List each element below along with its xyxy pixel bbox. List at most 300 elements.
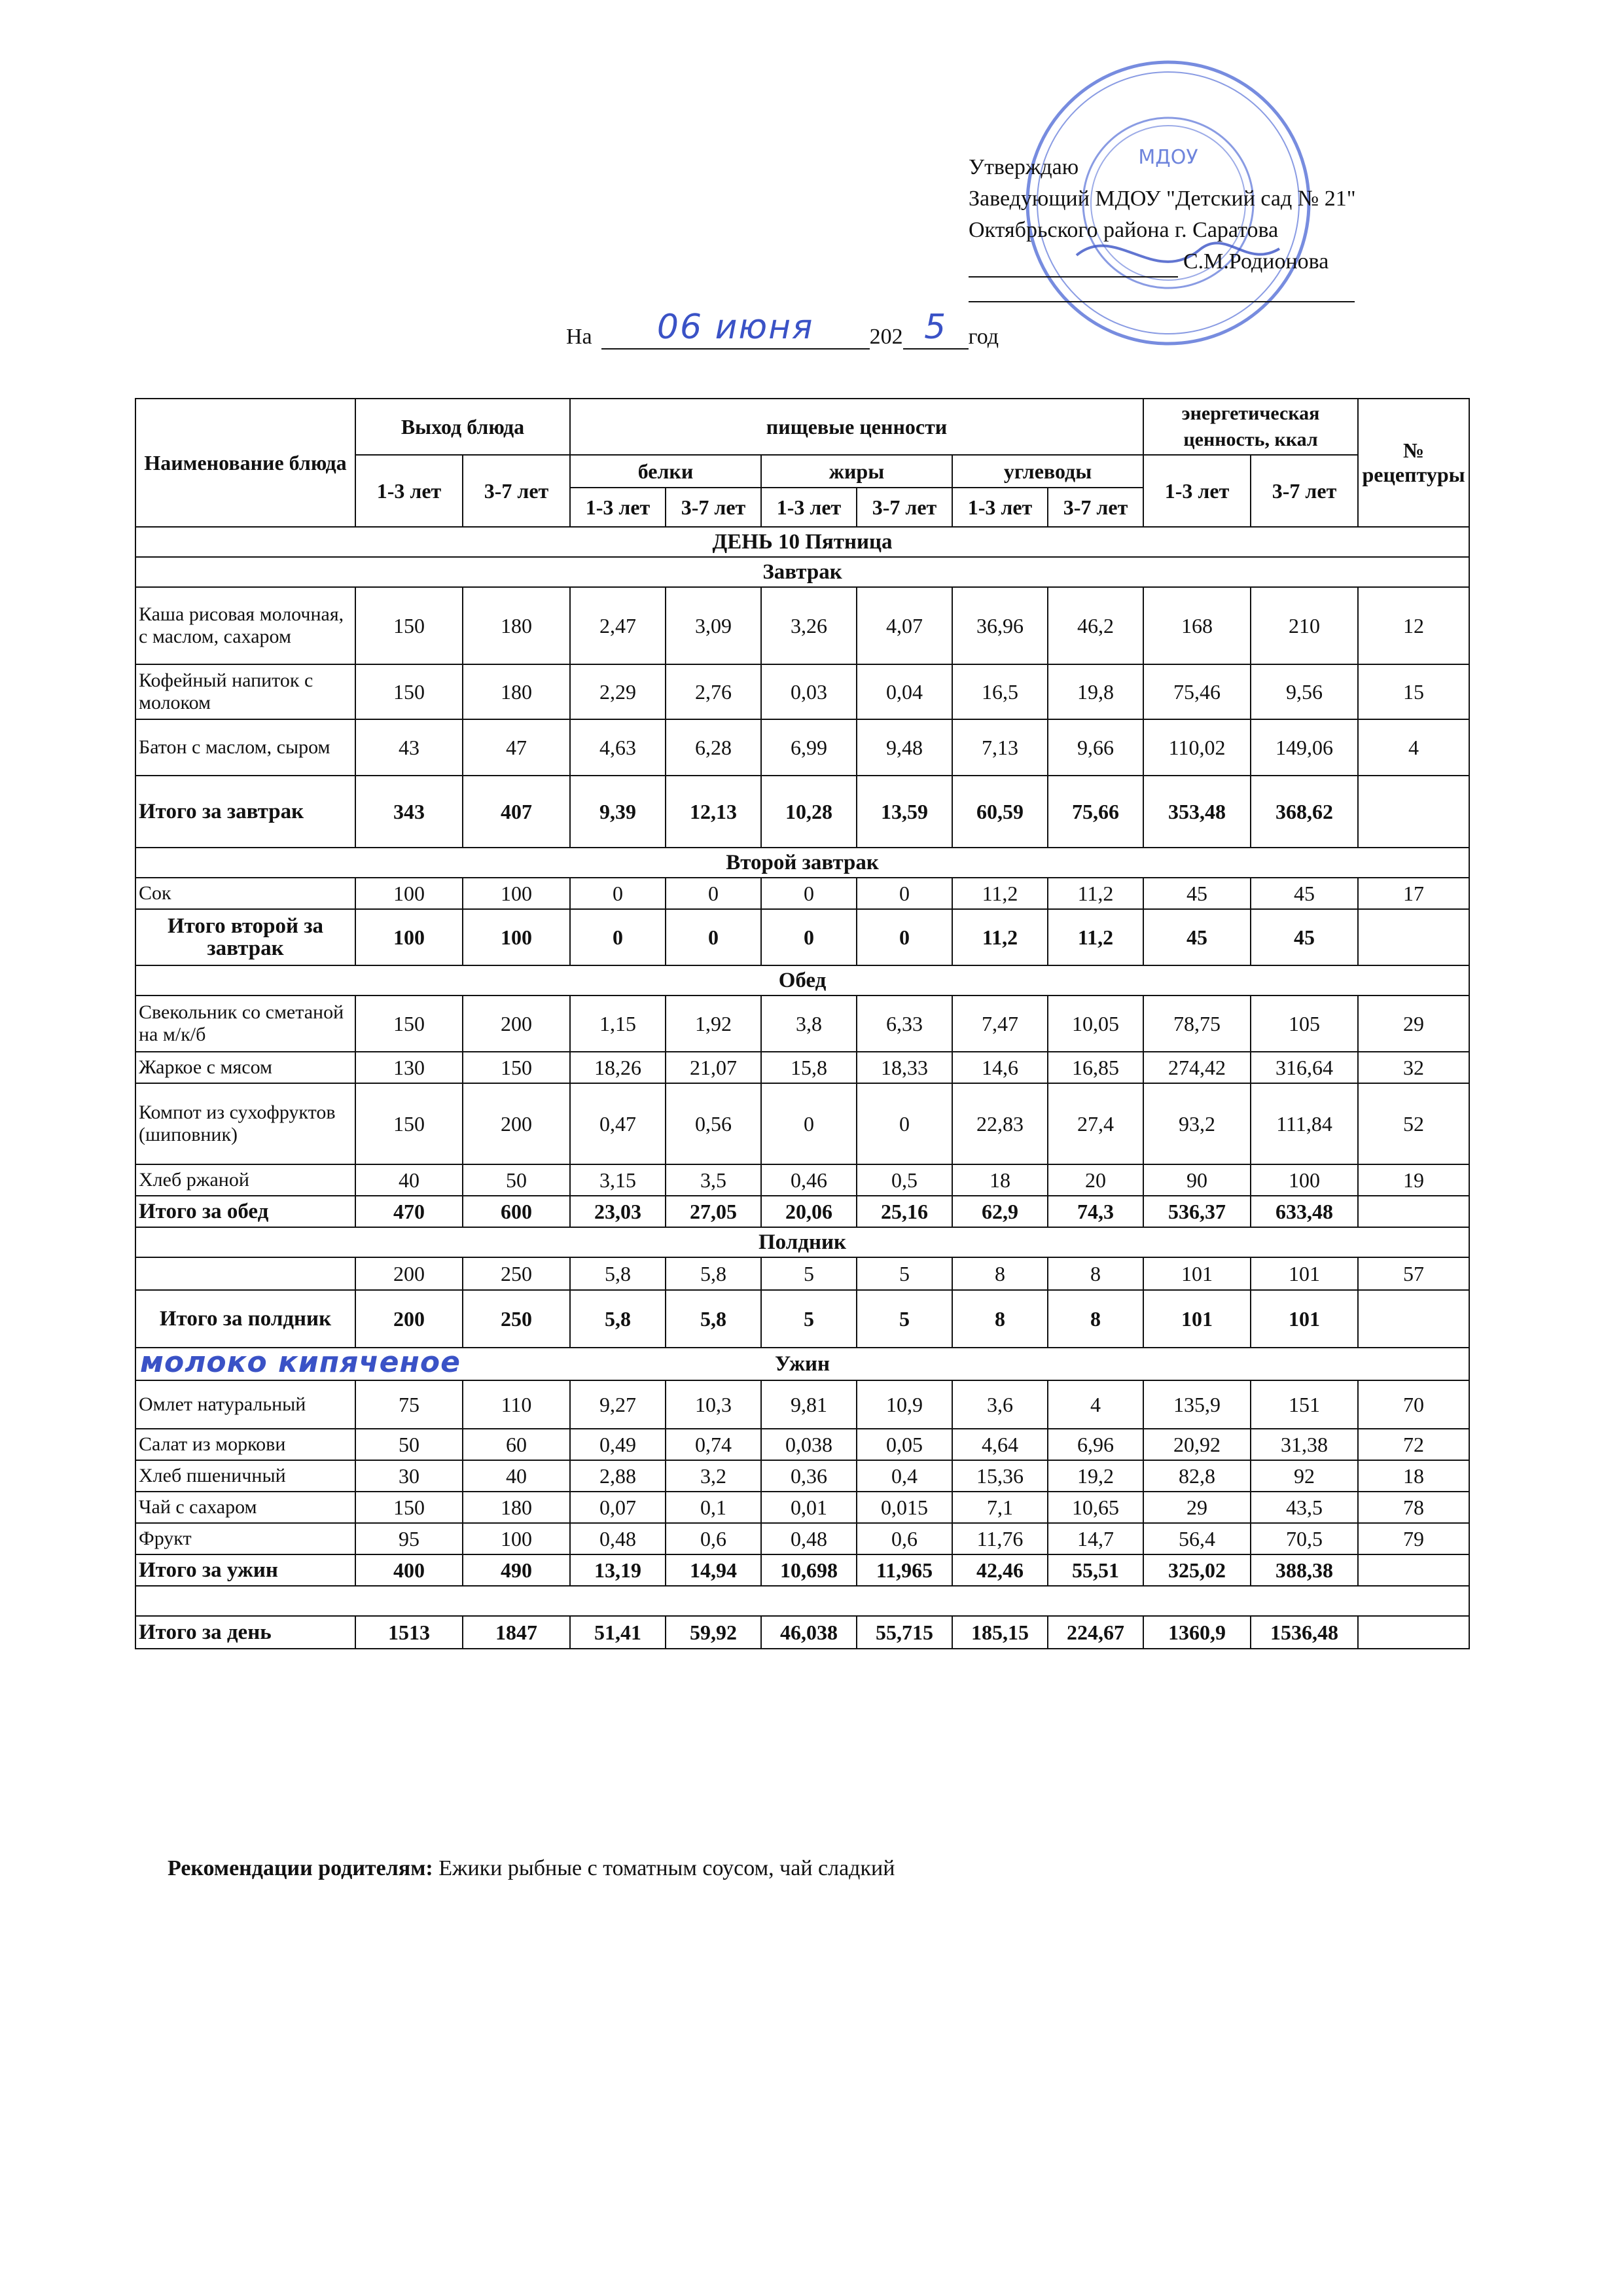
cell-carbs-age2: 19,2 (1048, 1460, 1143, 1492)
cell-fats-age1: 0,038 (761, 1429, 857, 1460)
signature-blank (969, 250, 1178, 278)
cell-dish-name: Жаркое с мясом (135, 1052, 355, 1083)
cell-energy-age1: 45 (1143, 878, 1251, 909)
cell-energy-age1: 135,9 (1143, 1380, 1251, 1429)
cell-proteins-age1: 4,63 (570, 719, 666, 776)
cell-fats-age2: 5 (857, 1290, 952, 1348)
cell-fats-age2: 4,07 (857, 587, 952, 664)
cell-proteins-age2: 0,74 (666, 1429, 761, 1460)
cell-carbs-age2: 11,2 (1048, 909, 1143, 965)
cell-energy-age1: 110,02 (1143, 719, 1251, 776)
cell-recipe-number: 17 (1358, 878, 1469, 909)
cell-dish-name: Сок (135, 878, 355, 909)
cell-proteins-age1: 3,15 (570, 1164, 666, 1196)
cell-energy-age2: 70,5 (1251, 1523, 1358, 1554)
cell-proteins-age2: 6,28 (666, 719, 761, 776)
cell-output-age1: 100 (355, 878, 463, 909)
cell-fats-age2: 0,5 (857, 1164, 952, 1196)
cell-dish-name: Фрукт (135, 1523, 355, 1554)
approval-title: Утверждаю (969, 155, 1079, 179)
col-header-output: Выход блюда (355, 399, 570, 455)
cell-energy-age1: 325,02 (1143, 1554, 1251, 1586)
cell-energy-age1: 353,48 (1143, 776, 1251, 848)
cell-recipe-number: 4 (1358, 719, 1469, 776)
cell-output-age2: 490 (463, 1554, 570, 1586)
cell-dish-name: Хлеб пшеничный (135, 1460, 355, 1492)
cell-carbs-age2: 9,66 (1048, 719, 1143, 776)
cell-output-age1: 100 (355, 909, 463, 965)
cell-carbs-age1: 11,76 (952, 1523, 1048, 1554)
cell-fats-age1: 0,01 (761, 1492, 857, 1523)
cell-carbs-age1: 7,1 (952, 1492, 1048, 1523)
cell-fats-age1: 0 (761, 878, 857, 909)
cell-output-age1: 130 (355, 1052, 463, 1083)
cell-energy-age2: 31,38 (1251, 1429, 1358, 1460)
cell-fats-age2: 13,59 (857, 776, 952, 848)
cell-output-age2: 407 (463, 776, 570, 848)
cell-output-age2: 250 (463, 1290, 570, 1348)
cell-output-age1: 95 (355, 1523, 463, 1554)
cell-output-age2: 250 (463, 1257, 570, 1290)
cell-energy-age1: 90 (1143, 1164, 1251, 1196)
table-row (135, 1052, 1469, 1083)
cell-carbs-age2: 10,05 (1048, 996, 1143, 1052)
table-row (135, 587, 1469, 664)
cell-energy-age2: 368,62 (1251, 776, 1358, 848)
cell-recipe-number: 52 (1358, 1083, 1469, 1164)
cell-carbs-age1: 11,2 (952, 878, 1048, 909)
cell-proteins-age1: 9,27 (570, 1380, 666, 1429)
cell-carbs-age1: 3,6 (952, 1380, 1048, 1429)
cell-carbs-age2: 75,66 (1048, 776, 1143, 848)
cell-output-age2: 180 (463, 587, 570, 664)
cell-output-age1: 75 (355, 1380, 463, 1429)
cell-energy-age1: 78,75 (1143, 996, 1251, 1052)
cell-recipe-number (1358, 1554, 1469, 1586)
cell-energy-age1: 29 (1143, 1492, 1251, 1523)
cell-dish-name: Омлет натуральный (135, 1380, 355, 1429)
cell-output-age2: 60 (463, 1429, 570, 1460)
cell-carbs-age2: 74,3 (1048, 1196, 1143, 1227)
cell-proteins-age2: 0 (666, 909, 761, 965)
cell-dish-name (135, 1257, 355, 1290)
cell-carbs-age2: 19,8 (1048, 664, 1143, 719)
cell-proteins-age1: 9,39 (570, 776, 666, 848)
cell-output-age1: 200 (355, 1257, 463, 1290)
cell-carbs-age1: 16,5 (952, 664, 1048, 719)
cell-recipe-number: 12 (1358, 587, 1469, 664)
cell-proteins-age1: 1,15 (570, 996, 666, 1052)
cell-output-age1: 200 (355, 1290, 463, 1348)
cell-carbs-age2: 14,7 (1048, 1523, 1143, 1554)
table-spacer-row (135, 1586, 1469, 1616)
table-row-total (135, 1196, 1469, 1227)
cell-proteins-age2: 5,8 (666, 1257, 761, 1290)
cell-output-age1: 30 (355, 1460, 463, 1492)
cell-output-age2: 100 (463, 909, 570, 965)
cell-energy-age1: 75,46 (1143, 664, 1251, 719)
cell-energy-age2: 9,56 (1251, 664, 1358, 719)
approval-underline (969, 278, 1355, 302)
cell-proteins-age1: 5,8 (570, 1290, 666, 1348)
table-row (135, 878, 1469, 909)
cell-energy-age2: 45 (1251, 909, 1358, 965)
col-header-energy-age1: 1-3 лет (1143, 455, 1251, 527)
cell-dish-name: Кофейный напиток с молоком (135, 664, 355, 719)
cell-recipe-number: 72 (1358, 1429, 1469, 1460)
cell-fats-age2: 55,715 (857, 1616, 952, 1649)
signature-name: С.М.Родионова (1183, 249, 1329, 274)
cell-fats-age2: 18,33 (857, 1052, 952, 1083)
cell-proteins-age2: 0,56 (666, 1083, 761, 1164)
cell-output-age2: 100 (463, 878, 570, 909)
cell-dish-name: Батон с маслом, сыром (135, 719, 355, 776)
col-header-carbs-age1: 1-3 лет (952, 488, 1048, 527)
cell-carbs-age2: 55,51 (1048, 1554, 1143, 1586)
cell-output-age2: 150 (463, 1052, 570, 1083)
cell-carbs-age2: 27,4 (1048, 1083, 1143, 1164)
cell-output-age2: 200 (463, 1083, 570, 1164)
cell-proteins-age1: 0,07 (570, 1492, 666, 1523)
cell-recipe-number (1358, 776, 1469, 848)
table-row-total (135, 776, 1469, 848)
cell-dish-name: Компот из сухофруктов (шиповник) (135, 1083, 355, 1164)
cell-fats-age1: 0,46 (761, 1164, 857, 1196)
cell-energy-age2: 105 (1251, 996, 1358, 1052)
table-row (135, 996, 1469, 1052)
menu-date (566, 308, 999, 350)
col-header-energy: энергетическая ценность, ккал (1143, 399, 1358, 455)
approval-position: Заведующий МДОУ "Детский сад № 21" (969, 187, 1356, 211)
col-header-proteins-age1: 1-3 лет (570, 488, 666, 527)
cell-fats-age1: 0 (761, 909, 857, 965)
cell-dish-name: Итого за день (135, 1616, 355, 1649)
cell-proteins-age1: 18,26 (570, 1052, 666, 1083)
cell-fats-age1: 5 (761, 1290, 857, 1348)
cell-proteins-age2: 1,92 (666, 996, 761, 1052)
cell-fats-age1: 0,03 (761, 664, 857, 719)
cell-fats-age2: 0 (857, 1083, 952, 1164)
cell-energy-age1: 168 (1143, 587, 1251, 664)
cell-fats-age1: 3,8 (761, 996, 857, 1052)
col-header-fats-age1: 1-3 лет (761, 488, 857, 527)
cell-output-age2: 50 (463, 1164, 570, 1196)
cell-recipe-number: 79 (1358, 1523, 1469, 1554)
cell-recipe-number: 57 (1358, 1257, 1469, 1290)
date-year-prefix: 202 (869, 325, 903, 349)
cell-output-age2: 100 (463, 1523, 570, 1554)
cell-carbs-age1: 4,64 (952, 1429, 1048, 1460)
cell-energy-age2: 45 (1251, 878, 1358, 909)
cell-proteins-age2: 5,8 (666, 1290, 761, 1348)
cell-energy-age2: 101 (1251, 1290, 1358, 1348)
cell-proteins-age1: 5,8 (570, 1257, 666, 1290)
cell-carbs-age1: 8 (952, 1257, 1048, 1290)
table-row (135, 1429, 1469, 1460)
cell-carbs-age2: 8 (1048, 1290, 1143, 1348)
cell-fats-age2: 0,04 (857, 664, 952, 719)
cell-recipe-number: 19 (1358, 1164, 1469, 1196)
col-header-output-age1: 1-3 лет (355, 455, 463, 527)
cell-fats-age2: 0 (857, 878, 952, 909)
cell-proteins-age2: 12,13 (666, 776, 761, 848)
cell-fats-age1: 0 (761, 1083, 857, 1164)
cell-fats-age2: 5 (857, 1257, 952, 1290)
cell-proteins-age2: 0,6 (666, 1523, 761, 1554)
cell-output-age2: 40 (463, 1460, 570, 1492)
cell-fats-age2: 6,33 (857, 996, 952, 1052)
cell-proteins-age2: 0 (666, 878, 761, 909)
cell-recipe-number (1358, 909, 1469, 965)
cell-recipe-number: 70 (1358, 1380, 1469, 1429)
cell-fats-age1: 10,698 (761, 1554, 857, 1586)
cell-proteins-age1: 2,47 (570, 587, 666, 664)
section-dinner (135, 1348, 1469, 1380)
cell-carbs-age2: 10,65 (1048, 1492, 1143, 1523)
cell-output-age2: 47 (463, 719, 570, 776)
cell-fats-age1: 10,28 (761, 776, 857, 848)
col-header-fats-age2: 3-7 лет (857, 488, 952, 527)
cell-output-age2: 110 (463, 1380, 570, 1429)
cell-dish-name: Чай с сахаром (135, 1492, 355, 1523)
cell-recipe-number: 29 (1358, 996, 1469, 1052)
cell-output-age1: 150 (355, 664, 463, 719)
handwritten-date: 06 июня (656, 308, 814, 347)
cell-recipe-number: 78 (1358, 1492, 1469, 1523)
table-row (135, 664, 1469, 719)
seal-center-text: МДОУ (1138, 146, 1198, 169)
cell-fats-age2: 25,16 (857, 1196, 952, 1227)
cell-output-age1: 1513 (355, 1616, 463, 1649)
cell-output-age1: 43 (355, 719, 463, 776)
cell-energy-age1: 536,37 (1143, 1196, 1251, 1227)
cell-energy-age1: 82,8 (1143, 1460, 1251, 1492)
cell-fats-age1: 15,8 (761, 1052, 857, 1083)
cell-output-age1: 400 (355, 1554, 463, 1586)
cell-fats-age1: 20,06 (761, 1196, 857, 1227)
cell-energy-age2: 210 (1251, 587, 1358, 664)
section-snack: Полдник (135, 1227, 1469, 1257)
cell-carbs-age2: 4 (1048, 1380, 1143, 1429)
cell-proteins-age2: 21,07 (666, 1052, 761, 1083)
cell-fats-age2: 0,4 (857, 1460, 952, 1492)
cell-fats-age2: 10,9 (857, 1380, 952, 1429)
cell-dish-name: Хлеб ржаной (135, 1164, 355, 1196)
cell-fats-age1: 3,26 (761, 587, 857, 664)
section-dinner-label: Ужин (774, 1352, 830, 1376)
date-prefix: На (566, 325, 592, 349)
cell-proteins-age2: 3,2 (666, 1460, 761, 1492)
cell-output-age2: 600 (463, 1196, 570, 1227)
cell-carbs-age1: 36,96 (952, 587, 1048, 664)
cell-output-age1: 343 (355, 776, 463, 848)
cell-carbs-age1: 185,15 (952, 1616, 1048, 1649)
cell-proteins-age1: 0 (570, 878, 666, 909)
cell-carbs-age1: 14,6 (952, 1052, 1048, 1083)
cell-energy-age1: 56,4 (1143, 1523, 1251, 1554)
cell-dish-name: Итого за ужин (135, 1554, 355, 1586)
cell-proteins-age1: 51,41 (570, 1616, 666, 1649)
cell-carbs-age1: 62,9 (952, 1196, 1048, 1227)
cell-output-age2: 180 (463, 664, 570, 719)
col-header-nutrition: пищевые ценности (570, 399, 1143, 455)
cell-carbs-age2: 8 (1048, 1257, 1143, 1290)
cell-energy-age2: 151 (1251, 1380, 1358, 1429)
cell-fats-age2: 0,05 (857, 1429, 952, 1460)
cell-carbs-age2: 46,2 (1048, 587, 1143, 664)
cell-output-age1: 150 (355, 1083, 463, 1164)
cell-proteins-age1: 2,88 (570, 1460, 666, 1492)
cell-proteins-age2: 3,09 (666, 587, 761, 664)
recommendation-text: Ежики рыбные с томатным соусом, чай сладкий (433, 1856, 895, 1880)
col-header-energy-age2: 3-7 лет (1251, 455, 1358, 527)
cell-fats-age2: 11,965 (857, 1554, 952, 1586)
cell-fats-age1: 46,038 (761, 1616, 857, 1649)
handwritten-year-digit: 5 (924, 308, 948, 347)
cell-energy-age2: 388,38 (1251, 1554, 1358, 1586)
cell-fats-age1: 6,99 (761, 719, 857, 776)
cell-proteins-age1: 2,29 (570, 664, 666, 719)
cell-recipe-number (1358, 1196, 1469, 1227)
table-row (135, 719, 1469, 776)
date-suffix: год (968, 325, 999, 349)
col-header-proteins-age2: 3-7 лет (666, 488, 761, 527)
cell-dish-name: Итого за завтрак (135, 776, 355, 848)
cell-energy-age1: 1360,9 (1143, 1616, 1251, 1649)
cell-recipe-number: 32 (1358, 1052, 1469, 1083)
table-row-day-total (135, 1616, 1469, 1649)
cell-energy-age1: 274,42 (1143, 1052, 1251, 1083)
cell-proteins-age1: 13,19 (570, 1554, 666, 1586)
cell-proteins-age2: 3,5 (666, 1164, 761, 1196)
cell-output-age1: 50 (355, 1429, 463, 1460)
cell-fats-age1: 0,48 (761, 1523, 857, 1554)
cell-recipe-number (1358, 1616, 1469, 1649)
cell-fats-age1: 5 (761, 1257, 857, 1290)
cell-carbs-age1: 8 (952, 1290, 1048, 1348)
col-header-fats: жиры (761, 455, 952, 488)
table-row-total (135, 1554, 1469, 1586)
cell-dish-name: Каша рисовая молочная, с маслом, сахаром (135, 587, 355, 664)
cell-energy-age1: 45 (1143, 909, 1251, 965)
cell-dish-name: Итого второй за завтрак (135, 909, 355, 965)
cell-output-age1: 150 (355, 1492, 463, 1523)
cell-energy-age2: 92 (1251, 1460, 1358, 1492)
cell-proteins-age2: 27,05 (666, 1196, 761, 1227)
col-header-carbs-age2: 3-7 лет (1048, 488, 1143, 527)
cell-dish-name: Итого за обед (135, 1196, 355, 1227)
cell-proteins-age1: 23,03 (570, 1196, 666, 1227)
table-row (135, 1083, 1469, 1164)
menu-table (135, 398, 1470, 1649)
cell-carbs-age2: 224,67 (1048, 1616, 1143, 1649)
cell-fats-age2: 0 (857, 909, 952, 965)
cell-carbs-age1: 7,47 (952, 996, 1048, 1052)
cell-proteins-age1: 0 (570, 909, 666, 965)
cell-output-age2: 180 (463, 1492, 570, 1523)
col-header-output-age2: 3-7 лет (463, 455, 570, 527)
table-row (135, 1460, 1469, 1492)
approval-block (969, 152, 1427, 302)
table-row (135, 1164, 1469, 1196)
cell-carbs-age1: 42,46 (952, 1554, 1048, 1586)
date-year-field (903, 308, 969, 350)
cell-carbs-age1: 60,59 (952, 776, 1048, 848)
table-row (135, 1257, 1469, 1290)
cell-output-age1: 40 (355, 1164, 463, 1196)
cell-recipe-number: 15 (1358, 664, 1469, 719)
cell-energy-age1: 93,2 (1143, 1083, 1251, 1164)
cell-energy-age2: 100 (1251, 1164, 1358, 1196)
cell-carbs-age2: 6,96 (1048, 1429, 1143, 1460)
col-header-name: Наименование блюда (135, 399, 355, 527)
col-header-recipe: № рецептуры (1358, 399, 1469, 527)
cell-dish-name: Итого за полдник (135, 1290, 355, 1348)
cell-energy-age2: 316,64 (1251, 1052, 1358, 1083)
section-second-breakfast: Второй завтрак (135, 848, 1469, 878)
cell-dish-name: Свекольник со сметаной на м/к/б (135, 996, 355, 1052)
cell-carbs-age1: 18 (952, 1164, 1048, 1196)
cell-carbs-age1: 22,83 (952, 1083, 1048, 1164)
cell-energy-age2: 149,06 (1251, 719, 1358, 776)
handwritten-snack-note: молоко кипяченое (140, 1348, 461, 1379)
cell-energy-age2: 43,5 (1251, 1492, 1358, 1523)
table-row (135, 1523, 1469, 1554)
table-row-total (135, 1290, 1469, 1348)
cell-output-age1: 150 (355, 587, 463, 664)
cell-output-age1: 470 (355, 1196, 463, 1227)
cell-carbs-age2: 20 (1048, 1164, 1143, 1196)
cell-carbs-age1: 11,2 (952, 909, 1048, 965)
cell-fats-age2: 0,015 (857, 1492, 952, 1523)
cell-proteins-age2: 10,3 (666, 1380, 761, 1429)
cell-energy-age1: 101 (1143, 1290, 1251, 1348)
signature-line (969, 246, 1427, 278)
cell-energy-age1: 101 (1143, 1257, 1251, 1290)
cell-energy-age1: 20,92 (1143, 1429, 1251, 1460)
cell-dish-name: Салат из моркови (135, 1429, 355, 1460)
cell-carbs-age2: 11,2 (1048, 878, 1143, 909)
cell-proteins-age2: 0,1 (666, 1492, 761, 1523)
cell-carbs-age1: 15,36 (952, 1460, 1048, 1492)
cell-proteins-age2: 2,76 (666, 664, 761, 719)
cell-output-age2: 1847 (463, 1616, 570, 1649)
cell-fats-age2: 9,48 (857, 719, 952, 776)
cell-fats-age2: 0,6 (857, 1523, 952, 1554)
cell-proteins-age1: 0,49 (570, 1429, 666, 1460)
table-row-total (135, 909, 1469, 965)
table-row (135, 1380, 1469, 1429)
section-breakfast: Завтрак (135, 557, 1469, 587)
cell-carbs-age1: 7,13 (952, 719, 1048, 776)
parent-recommendation (168, 1856, 895, 1881)
col-header-carbs: углеводы (952, 455, 1143, 488)
col-header-proteins: белки (570, 455, 761, 488)
cell-recipe-number: 18 (1358, 1460, 1469, 1492)
approval-district: Октябрьского района г. Саратова (969, 218, 1279, 242)
day-title: ДЕНЬ 10 Пятница (135, 527, 1469, 557)
cell-output-age1: 150 (355, 996, 463, 1052)
cell-energy-age2: 101 (1251, 1257, 1358, 1290)
section-lunch: Обед (135, 965, 1469, 996)
cell-energy-age2: 633,48 (1251, 1196, 1358, 1227)
date-day-field (601, 308, 870, 350)
cell-proteins-age1: 0,47 (570, 1083, 666, 1164)
cell-output-age2: 200 (463, 996, 570, 1052)
cell-fats-age1: 0,36 (761, 1460, 857, 1492)
cell-energy-age2: 111,84 (1251, 1083, 1358, 1164)
recommendation-label: Рекомендации родителям: (168, 1856, 433, 1880)
